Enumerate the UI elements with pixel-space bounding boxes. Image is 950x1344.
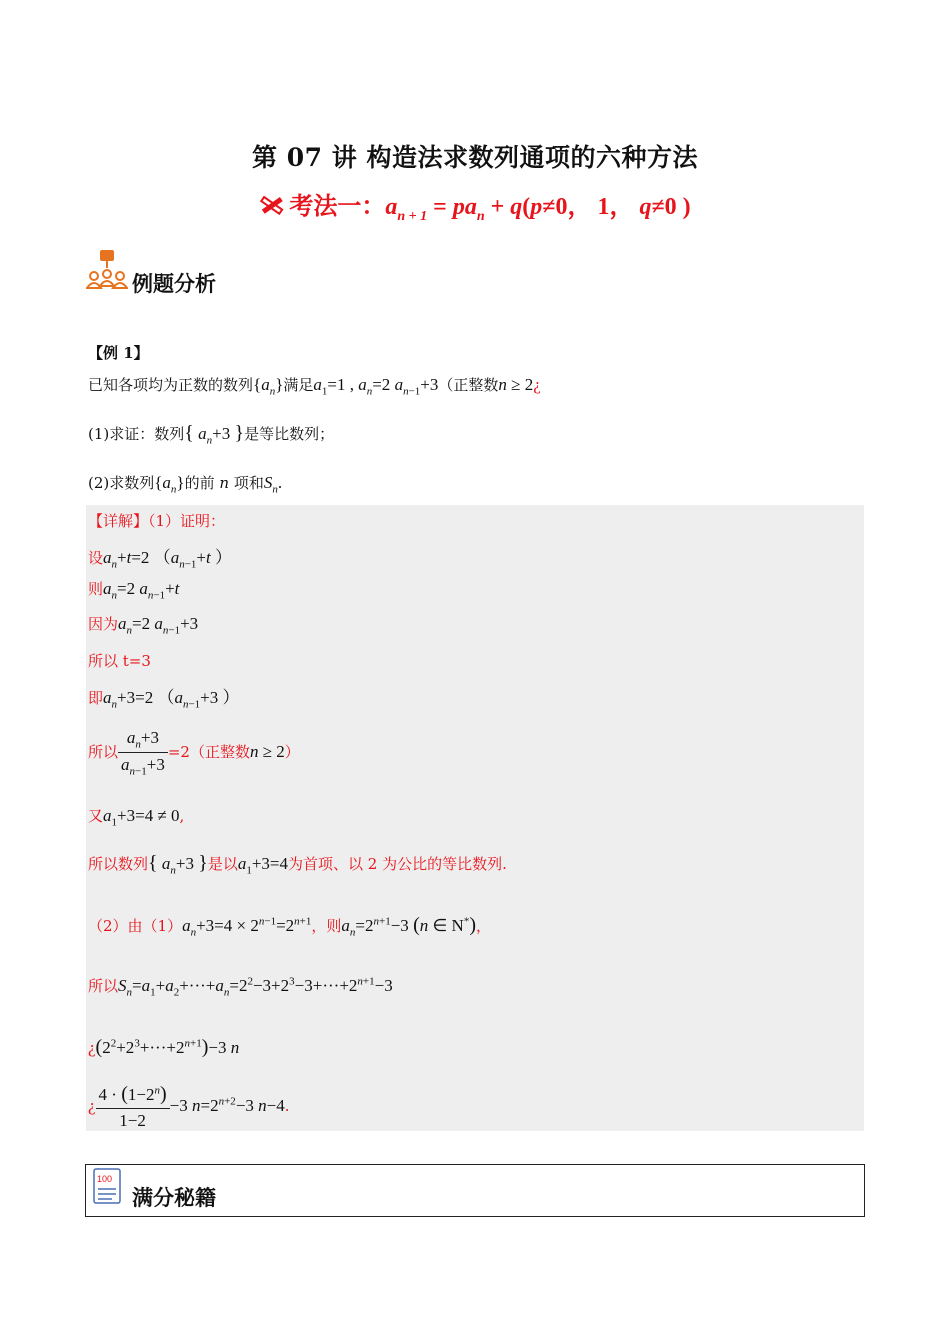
pencil-ruler-icon xyxy=(259,194,285,223)
section-label: 满分秘籍 xyxy=(132,1185,216,1210)
score-100-notepad-icon xyxy=(92,1167,122,1209)
solution-line-5: 即$a_n+3=2$ （$a_{n-1}+3$ ） xyxy=(88,688,240,711)
section-header-examples xyxy=(86,250,216,297)
example-tag: 【例 1】 xyxy=(88,344,149,362)
solution-line-3: 因为$a_n=2$ $a_{n-1}+3$ xyxy=(88,614,199,637)
group-people-icon xyxy=(86,272,128,297)
method-subtitle: 考法一：$a_{n + 1} = pa_n + q(p\ne 0$， 1， q≠0 ) xyxy=(0,186,950,225)
section-header-tips xyxy=(85,1164,865,1217)
solution-line-7: 又$a_1+3=4 \ne 0$, xyxy=(88,806,185,829)
subtitle-prefix: 考法一： xyxy=(289,194,386,220)
solution-line-9: （2）由$(1)a_n+3=4 \times 2^{n-1}=2^{n+1}$，则$a_n=2^{n+1}-3$ (n ∈ N*)， xyxy=(88,914,492,939)
question-2: (2)求数列$\{a_n\}$的前 n 项和$S_n$. xyxy=(88,473,283,496)
solution-line-11: ¿$(2^2+2^3+\cdot\cdot\cdot+2^{n+1})-3$ n xyxy=(88,1036,240,1058)
question-1: (1)求证：数列{ $a_n+3$ }是等比数列； xyxy=(88,422,335,447)
solution-line-8: 所以数列{ $a_n+3$ }是以$a_1+3=4$为首项、以 2 为公比的等比数列. xyxy=(88,852,507,877)
solution-line-10: 所以$S_n=a_1+a_2+\cdot\cdot\cdot+a_n=2^2-3+2^3-3+\cdot\cdot\cdot+2^{n+1}-3$ xyxy=(88,975,393,999)
solution-line-6: 所以 $\frac{a_n+3}{a_{n-1}+3}$ =2（正整数n ≥ 2） xyxy=(88,728,300,778)
solution-head: 【详解】（1）证明： xyxy=(88,512,226,530)
solution-line-2: 则$a_n=2$ $a_{n-1}+t$ xyxy=(88,579,180,602)
solution-line-1: 设$a_n+t=2$ （$a_{n-1}+t$ ） xyxy=(88,548,232,571)
section-label: 例题分析 xyxy=(132,271,216,296)
example-statement: 已知各项均为正数的数列$\{a_n\}$满足$a_1=1$ , $a_n=2$ $a_{n-1}+3$（正整数n ≥ 2¿ xyxy=(88,375,541,398)
svg-text:100: 100 xyxy=(97,1174,113,1184)
solution-line-12: ¿ $\frac{4 \cdot (1-2^n)}{1-2}$ −3 $n=2^{n+2}-3$ n−4. xyxy=(88,1083,290,1130)
solution-line-4: 所以 t=3 xyxy=(88,652,151,670)
page-title: 第 07 讲 构造法求数列通项的六种方法 xyxy=(252,143,698,172)
